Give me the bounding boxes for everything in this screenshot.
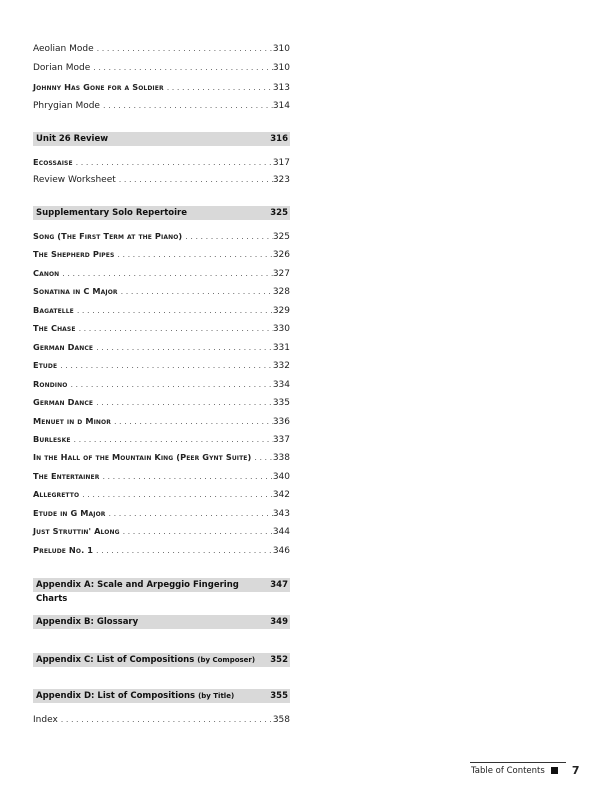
entry-page: 337: [272, 434, 290, 445]
toc-entry[interactable]: [33, 42, 290, 56]
dot-leader: [97, 42, 273, 56]
square-bullet-icon: [551, 767, 558, 774]
dot-leader: [76, 156, 273, 170]
entry-page: 317: [272, 158, 290, 168]
toc-entry[interactable]: [33, 524, 290, 538]
footer-divider: [470, 762, 566, 763]
entry-page: 310: [272, 63, 290, 73]
entry-title: The Entertainer: [33, 470, 100, 481]
section-header[interactable]: [33, 653, 290, 667]
toc-entry[interactable]: [33, 99, 290, 113]
entry-page: 328: [272, 287, 290, 298]
dot-leader: [93, 61, 273, 75]
toc-entry[interactable]: [33, 340, 290, 354]
toc-entry[interactable]: [33, 543, 290, 557]
section-header[interactable]: [33, 132, 290, 146]
toc-entry[interactable]: [33, 506, 290, 520]
dot-leader: [79, 322, 273, 336]
dot-leader: [123, 525, 273, 539]
dot-leader: [96, 396, 273, 410]
entry-page: 346: [272, 545, 290, 556]
entry-title: Canon: [33, 267, 60, 278]
entry-title: Just Struttin' Along: [33, 526, 120, 537]
entry-page: 336: [272, 416, 290, 427]
dot-leader: [114, 415, 273, 429]
dot-leader: [119, 173, 273, 187]
toc-entry[interactable]: [33, 61, 290, 75]
entry-title: Bagatelle: [33, 304, 74, 315]
toc-entry[interactable]: [33, 469, 290, 483]
entry-title: Aeolian Mode: [33, 44, 94, 54]
dot-leader: [96, 341, 273, 355]
entry-title: German Dance: [33, 397, 94, 408]
entry-title: Ecossaise: [33, 157, 73, 167]
dot-leader: [109, 507, 273, 521]
entry-page: 331: [272, 342, 290, 353]
page-number: 7: [571, 764, 580, 777]
entry-page: 327: [272, 268, 290, 279]
dot-leader: [167, 81, 273, 95]
section-title: Appendix B: Glossary: [36, 617, 139, 627]
entry-page: 313: [272, 83, 290, 93]
toc-entry[interactable]: [33, 414, 290, 428]
dot-leader: [74, 433, 273, 447]
entry-page: 310: [272, 44, 290, 54]
entry-page: 342: [272, 490, 290, 501]
section-page: 352: [270, 655, 288, 665]
entry-page: 325: [272, 232, 290, 242]
entry-page: 358: [272, 715, 290, 725]
entry-title: In the Hall of the Mountain King (Peer Gynt Suite): [33, 452, 252, 463]
toc-entry[interactable]: [33, 266, 290, 280]
entry-title: Review Worksheet: [33, 175, 116, 185]
entry-title: German Dance: [33, 341, 94, 352]
entry-title: Etude in G Major: [33, 507, 106, 518]
dot-leader: [117, 248, 272, 262]
toc-entry[interactable]: [33, 155, 290, 169]
entry-page: 323: [272, 175, 290, 185]
dot-leader: [62, 267, 273, 281]
entry-title: The Shepherd Pipes: [33, 249, 115, 260]
section-title: Supplementary Solo Repertoire: [36, 208, 187, 218]
entry-title: Phrygian Mode: [33, 101, 100, 111]
entry-page: 338: [272, 453, 290, 464]
toc-entry[interactable]: [33, 713, 290, 727]
toc-entry[interactable]: [33, 247, 290, 261]
entry-page: 344: [272, 527, 290, 538]
section-subtitle: (by Title): [198, 692, 235, 700]
toc-entry[interactable]: [33, 173, 290, 187]
toc-entry[interactable]: [33, 284, 290, 298]
entry-page: 329: [272, 305, 290, 316]
entry-page: 343: [272, 508, 290, 519]
section-page: 347: [270, 580, 288, 590]
entry-title: The Chase: [33, 323, 76, 334]
dot-leader: [102, 470, 272, 484]
entry-title: Song (The First Term at the Piano): [33, 231, 183, 241]
dot-leader: [254, 451, 272, 465]
section-page: 349: [270, 617, 288, 627]
entry-title: Sonatina in C Major: [33, 286, 118, 297]
page-footer: [471, 764, 579, 777]
entry-page: 340: [272, 471, 290, 482]
dot-leader: [121, 285, 273, 299]
section-title: Unit 26 Review: [36, 134, 109, 144]
dot-leader: [96, 544, 273, 558]
footer-label: Table of Contents: [471, 765, 545, 776]
dot-leader: [60, 359, 273, 373]
section-header[interactable]: [33, 615, 290, 629]
entry-page: 334: [272, 379, 290, 390]
dot-leader: [77, 304, 273, 318]
entry-page: 314: [272, 101, 290, 111]
entry-page: 335: [272, 398, 290, 409]
section-page: 316: [270, 134, 288, 144]
entry-title: Index: [33, 715, 58, 725]
toc-entry[interactable]: [33, 377, 290, 391]
section-header[interactable]: [33, 578, 290, 604]
section-title: Appendix C: List of Compositions: [36, 655, 195, 665]
section-header[interactable]: [33, 206, 290, 220]
section-page: 355: [270, 691, 288, 701]
entry-title: Menuet in d Minor: [33, 415, 111, 426]
entry-title: Johnny Has Gone for a Soldier: [33, 82, 164, 92]
entry-title: Dorian Mode: [33, 63, 91, 73]
entry-title: Allegretto: [33, 489, 80, 500]
section-subtitle: (by Composer): [197, 656, 256, 664]
entry-page: 326: [272, 250, 290, 261]
section-title: Appendix D: List of Compositions: [36, 691, 196, 701]
toc-entry[interactable]: [33, 432, 290, 446]
dot-leader: [185, 230, 273, 244]
dot-leader: [103, 99, 273, 113]
section-title: Appendix A: Scale and Arpeggio Fingering Charts: [36, 580, 239, 604]
entry-title: Prelude No. 1: [33, 544, 94, 555]
entry-page: 332: [272, 361, 290, 372]
dot-leader: [61, 713, 273, 727]
entry-title: Burleske: [33, 433, 71, 444]
section-page: 325: [270, 208, 288, 218]
toc-entry[interactable]: [33, 450, 290, 464]
toc-entry[interactable]: [33, 80, 290, 94]
dot-leader: [82, 488, 273, 502]
toc-entry[interactable]: [33, 395, 290, 409]
toc-entry[interactable]: [33, 229, 290, 243]
toc-entry[interactable]: [33, 487, 290, 501]
toc-entry[interactable]: [33, 303, 290, 317]
entry-title: Rondino: [33, 378, 68, 389]
toc-entry[interactable]: [33, 358, 290, 372]
section-header[interactable]: [33, 689, 290, 703]
entry-title: Etude: [33, 360, 58, 371]
entry-page: 330: [272, 324, 290, 335]
toc-entry[interactable]: [33, 321, 290, 335]
dot-leader: [70, 378, 272, 392]
